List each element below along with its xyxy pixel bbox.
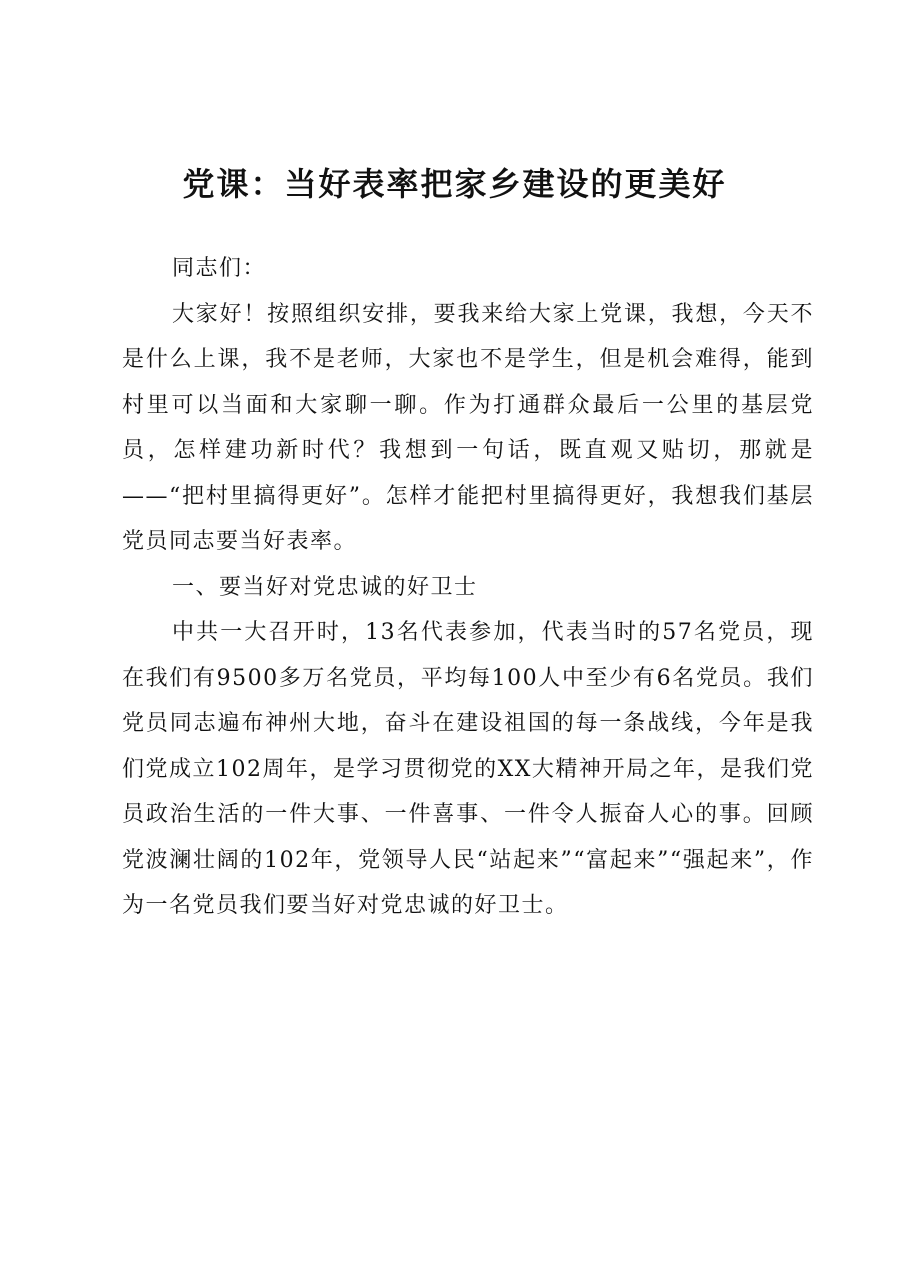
section-heading: 一、要当好对党忠诚的好卫士 bbox=[172, 574, 478, 600]
paragraph: 大家好！按照组织安排，要我来给大家上党课，我想，今天不是什么上课，我不是老师，大家也不是学生，但是机会难得，能到村里可以当面和大家聊一聊。作为打通群众最后一公里的基层党员，怎样建功新时代？我想到一句话，既直观又贴切，那就是——“把村里搞得更好”。怎样才能把村里搞得更好，我想我们基层党员同志要当好表率。 bbox=[122, 301, 814, 554]
paragraph: 中共一大召开时，13名代表参加，代表当时的57名党员，现在我们有9500多万名党员，平均每100人中至少有6名党员。我们党员同志遍布神州大地，奋斗在建设祖国的每一条战线，今年是我们党成立102周年，是学习贯彻党的XX大精神开局之年，是我们党员政治生活的一件大事、一件喜事、一件令人振奋人心的事。回顾党波澜壮阔的102年，党领导人民“站起来”“富起来”“强起来”，作为一名党员我们要当好对党忠诚的好卫士。 bbox=[122, 620, 814, 918]
document-title: 党课：当好表率把家乡建设的更美好 bbox=[182, 165, 727, 203]
document-body bbox=[122, 246, 814, 929]
greeting: 同志们： bbox=[172, 256, 267, 281]
